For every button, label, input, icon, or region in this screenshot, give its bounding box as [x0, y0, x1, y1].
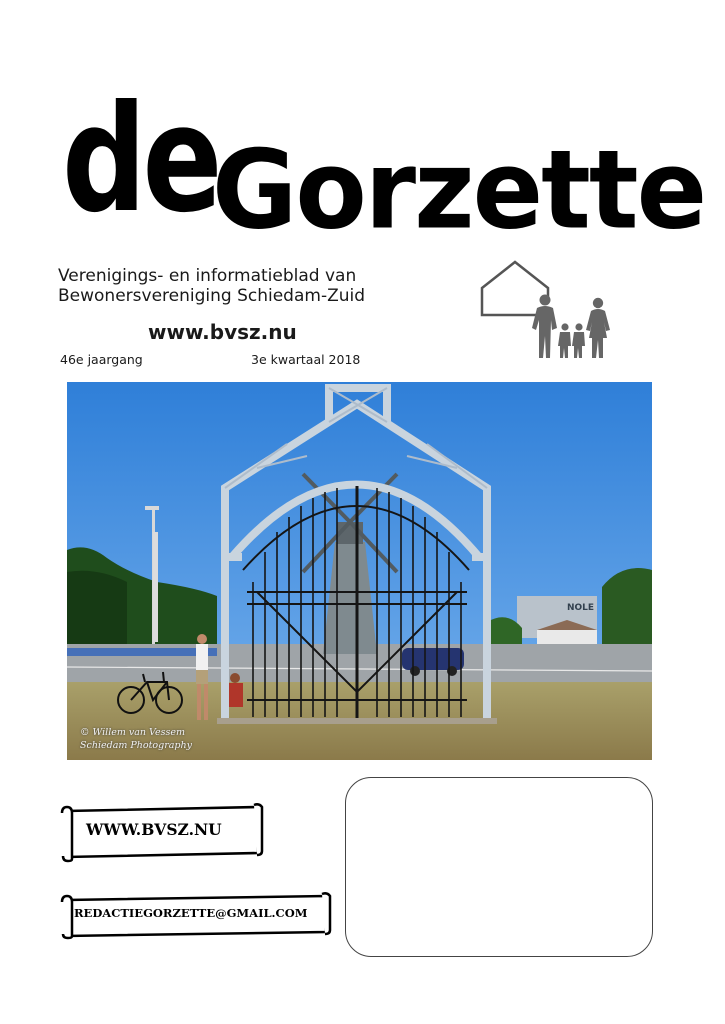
photo-credit-line-1: © Willem van Vessem [80, 727, 186, 738]
photo-credit-line-2: Schiedam Photography [80, 740, 193, 751]
subtitle-line-2: Bewonersvereniging Schiedam-Zuid [58, 286, 366, 306]
title-word-de: de [62, 74, 219, 246]
address-box [345, 777, 653, 957]
email-banner[interactable] [58, 892, 332, 940]
website-text[interactable]: www.bvsz.nu [148, 320, 297, 344]
subtitle-line-1: Verenigings- en informatieblad van [58, 266, 357, 286]
photo-credit [80, 726, 192, 752]
email-banner-text[interactable]: REDACTIEGORZETTE@GMAIL.COM [74, 906, 308, 920]
house-family-logo-icon [475, 258, 625, 364]
title-word-gorzette: Gorzette [212, 127, 706, 255]
website-banner[interactable] [58, 803, 264, 863]
website-banner-text[interactable]: WWW.BVSZ.NU [86, 820, 222, 839]
subtitle [58, 266, 365, 306]
quarter-label: 3e kwartaal 2018 [251, 352, 361, 367]
masthead-title [0, 70, 725, 260]
building-sign: NOLE [567, 603, 595, 613]
cover-photo [67, 382, 652, 760]
volume-label: 46e jaargang [60, 352, 143, 367]
